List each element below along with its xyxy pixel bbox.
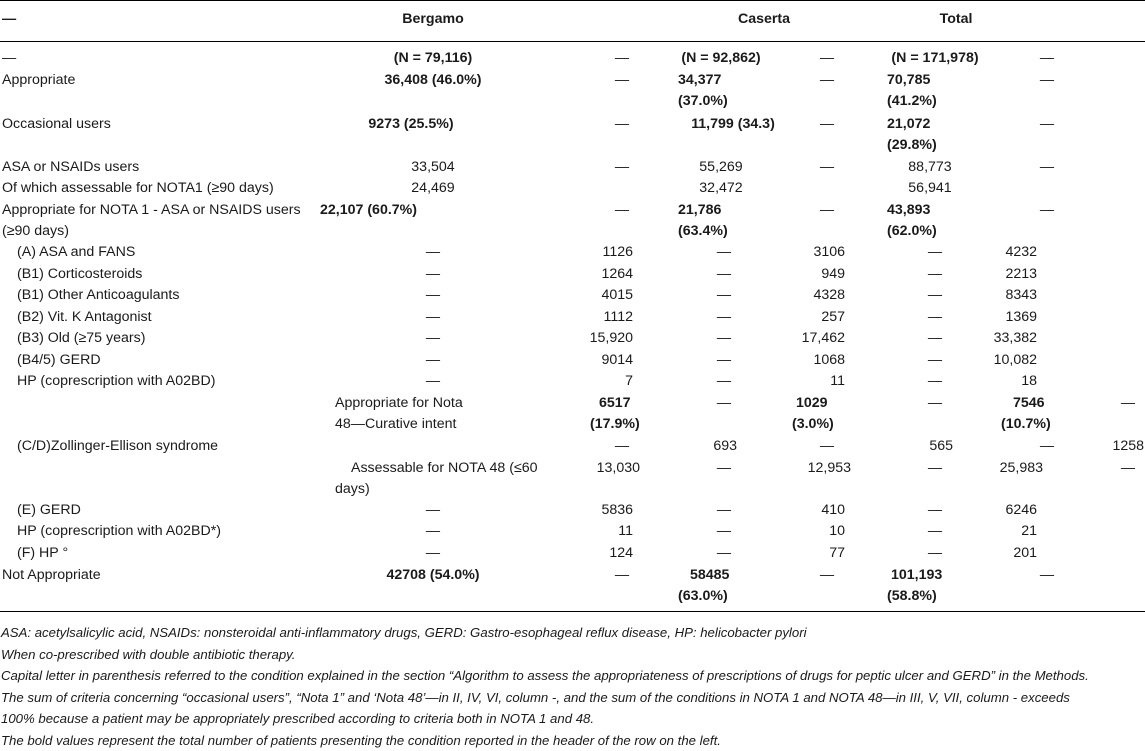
table-cell: 33,382	[994, 328, 1037, 349]
table-cell: 1068	[813, 350, 845, 371]
table-cell: 18	[1021, 371, 1037, 392]
table-cell: 32,472	[699, 178, 742, 199]
table-cell: 48—Curative intent	[335, 414, 456, 435]
table-cell: 43,893	[887, 200, 930, 221]
table-cell: —	[928, 350, 942, 371]
table-cell: —	[1040, 70, 1054, 91]
table-cell: —	[717, 350, 731, 371]
table-cell: (C/D)Zollinger-Ellison syndrome	[17, 436, 218, 457]
table-cell: 11	[830, 371, 845, 392]
table-cell: 101,193	[891, 565, 942, 586]
table-cell: 17,462	[802, 328, 845, 349]
table-cell: 34,377	[678, 70, 721, 91]
table-cell: 6246	[1005, 500, 1037, 521]
table-cell: (29.8%)	[887, 135, 937, 156]
table-cell: —	[820, 157, 834, 178]
column-header: —	[2, 9, 16, 30]
table-cell: 5836	[601, 500, 633, 521]
table-cell: 22,107 (60.7%)	[320, 200, 417, 221]
table-cell: —	[717, 264, 731, 285]
table-cell: ASA or NSAIDs users	[2, 157, 139, 178]
table-cell: —	[820, 70, 834, 91]
table-cell: —	[928, 285, 942, 306]
table-cell: 33,504	[411, 157, 454, 178]
table-cell: 56,941	[908, 178, 951, 199]
table-cell: (E) GERD	[17, 500, 81, 521]
table-cell: —	[1040, 48, 1054, 69]
table-cell: 1126	[602, 242, 633, 263]
table-cell: —	[928, 543, 942, 564]
table-cell: (62.0%)	[887, 221, 937, 242]
table-cell: (B3) Old (≥75 years)	[17, 328, 145, 349]
footnote-abbreviations: ASA: acetylsalicylic acid, NSAIDs: nonsteroidal anti-inflammatory drugs, GERD: Gastro-esophageal reflux disease, HP: helicobacter pylori	[1, 622, 1143, 644]
table-cell: 1264	[601, 264, 633, 285]
table-cell: —	[615, 565, 629, 586]
table-cell: (N = 92,862)	[681, 48, 760, 69]
table-cell: 10	[829, 521, 845, 542]
column-header: Total	[940, 9, 973, 30]
table-cell: 4328	[813, 285, 845, 306]
table-cell: —	[717, 285, 731, 306]
table-cell: —	[820, 114, 834, 135]
table-cell: —	[1040, 436, 1054, 457]
table-cell: —	[928, 521, 942, 542]
table-cell: (N = 79,116)	[394, 48, 472, 69]
table-cell: —	[426, 350, 440, 371]
table-cell: days)	[335, 479, 370, 500]
column-header: Bergamo	[402, 9, 464, 30]
table-cell: —	[928, 371, 942, 392]
table-cell: 24,469	[411, 178, 454, 199]
table-cell: Appropriate for Nota	[335, 393, 463, 414]
table-cell: (17.9%)	[590, 414, 640, 435]
table-cell: 58485	[690, 565, 729, 586]
table-cell: (A) ASA and FANS	[17, 242, 135, 263]
table-cell: 21,786	[678, 200, 721, 221]
table-cell: (63.4%)	[678, 221, 728, 242]
table-cell: 25,983	[1000, 458, 1043, 479]
table-cell: 15,920	[590, 328, 633, 349]
table-cell: 1369	[1005, 307, 1037, 328]
table-cell: —	[820, 436, 834, 457]
table-cell: (F) HP °	[17, 543, 68, 564]
table-cell: 201	[1013, 543, 1037, 564]
table-cell: (41.2%)	[887, 91, 937, 112]
table-cell: 11	[618, 521, 633, 542]
table-cell: (B1) Other Anticoagulants	[17, 285, 179, 306]
table-cell: (≥90 days)	[2, 221, 69, 242]
table-cell: 1029	[796, 393, 828, 414]
table-cell: 949	[821, 264, 845, 285]
table-cell: 70,785	[887, 70, 930, 91]
footnote-sum-criteria: The sum of criteria concerning “occasional users”, “Nota 1” and ‘Nota 48’—in II, IV, VI, column -, and the sum of the conditions in NOTA 1 and NOTA 48—in III, V, VII, column - exceeds	[1, 687, 1143, 709]
table-cell: 36,408 (46.0%)	[384, 70, 481, 91]
table-cell: —	[717, 371, 731, 392]
table-cell: 10,082	[994, 350, 1037, 371]
table-cell: 13,030	[597, 458, 640, 479]
table-cell: —	[717, 393, 731, 414]
table-cell: 88,773	[908, 157, 951, 178]
table-cell: Not Appropriate	[2, 565, 101, 586]
table-cell: —	[615, 48, 629, 69]
table-cell: —	[717, 328, 731, 349]
table-cell: 21	[1021, 521, 1037, 542]
table-cell: 4015	[601, 285, 633, 306]
bottom-rule	[0, 611, 1145, 612]
table-cell: —	[928, 242, 942, 263]
footnote-bold-values: The bold values represent the total number of patients presenting the condition reported in the header of the row on the left.	[1, 730, 1143, 751]
table-cell: (N = 171,978)	[891, 48, 978, 69]
table-cell: —	[928, 393, 942, 414]
table-cell: —	[2, 48, 16, 69]
footnote-capital-letter: Capital letter in parenthesis referred to the condition explained in the section “Algorithm to assess the appropriateness of prescriptions of drugs for peptic ulcer and GERD” in the Methods.	[1, 665, 1143, 687]
table-cell: —	[615, 70, 629, 91]
table-cell: —	[928, 328, 942, 349]
column-header: Caserta	[738, 9, 790, 30]
table-cell: 124	[609, 543, 633, 564]
table-cell: 42708 (54.0%)	[386, 565, 479, 586]
table-cell: —	[426, 500, 440, 521]
table-cell: (B4/5) GERD	[17, 350, 101, 371]
table-cell: 77	[829, 543, 845, 564]
table-cell: —	[426, 307, 440, 328]
table-cell: HP (coprescription with A02BD*)	[17, 521, 221, 542]
table-cell: 11,799 (34.3)	[691, 114, 775, 135]
table-cell: 410	[821, 500, 845, 521]
table-cell: —	[615, 114, 629, 135]
table-cell: HP (coprescription with A02BD)	[17, 371, 215, 392]
table-cell: 693	[713, 436, 737, 457]
table-cell: —	[717, 543, 731, 564]
table-cell: —	[426, 242, 440, 263]
table-cell: —	[1040, 114, 1054, 135]
footnote-sum-criteria-cont: 100% because a patient may be appropriately prescribed according to criteria both in NOTA 1 and 48.	[1, 708, 1143, 730]
table-cell: —	[1040, 157, 1054, 178]
table-cell: —	[426, 285, 440, 306]
table-cell: —	[1121, 458, 1135, 479]
table-cell: 3106	[813, 242, 845, 263]
table-cell: Appropriate for NOTA 1 - ASA or NSAIDS users	[2, 200, 301, 221]
table-cell: —	[717, 307, 731, 328]
table-cell: 1112	[604, 307, 633, 328]
table-cell: (B1) Corticosteroids	[17, 264, 142, 285]
table-cell: —	[426, 521, 440, 542]
table-cell: —	[426, 543, 440, 564]
table-cell: 1258	[1112, 436, 1144, 457]
table-cell: —	[1121, 393, 1135, 414]
table-cell: Occasional users	[2, 114, 111, 135]
header-rule	[0, 41, 1145, 42]
table-cell: Of which assessable for NOTA1 (≥90 days)	[2, 178, 274, 199]
footnote-antibiotic: When co-prescribed with double antibiotic therapy.	[1, 644, 1143, 666]
table-cell: —	[717, 521, 731, 542]
table-cell: 8343	[1005, 285, 1037, 306]
table-cell: 9273 (25.5%)	[368, 114, 453, 135]
table-cell: —	[426, 371, 440, 392]
table-cell: 7546	[1013, 393, 1045, 414]
table-cell: —	[928, 500, 942, 521]
table-cell: —	[717, 500, 731, 521]
table-cell: 2213	[1005, 264, 1037, 285]
table-cell: 9014	[601, 350, 633, 371]
table-cell: (3.0%)	[792, 414, 834, 435]
table-cell: (58.8%)	[887, 586, 937, 607]
table-cell: 6517	[599, 393, 631, 414]
table-cell: —	[615, 200, 629, 221]
table-cell: 257	[821, 307, 845, 328]
table-cell: —	[426, 328, 440, 349]
table-cell: 21,072	[887, 114, 930, 135]
table-footnotes	[1, 622, 1143, 751]
table-cell: 4232	[1005, 242, 1037, 263]
table-cell: —	[928, 264, 942, 285]
table-cell: (B2) Vit. K Antagonist	[17, 307, 152, 328]
table-cell: —	[426, 264, 440, 285]
table-cell: 565	[929, 436, 953, 457]
table-cell: —	[615, 157, 629, 178]
table-cell: (37.0%)	[678, 91, 728, 112]
top-rule	[0, 0, 1145, 1]
table-cell: 7	[625, 371, 633, 392]
table-cell: —	[717, 242, 731, 263]
table-cell: (63.0%)	[678, 586, 728, 607]
table-cell: —	[1040, 200, 1054, 221]
table-cell: —	[1040, 565, 1054, 586]
table-cell: —	[615, 436, 629, 457]
table-cell: —	[928, 307, 942, 328]
table-cell: —	[820, 48, 834, 69]
table-cell: (10.7%)	[1001, 414, 1051, 435]
table-cell: 55,269	[699, 157, 742, 178]
table-cell: —	[717, 458, 731, 479]
table-cell: 12,953	[808, 458, 851, 479]
table-cell: Assessable for NOTA 48 (≤60	[351, 458, 538, 479]
table-cell: —	[820, 200, 834, 221]
table-cell: Appropriate	[2, 70, 75, 91]
table-cell: —	[820, 565, 834, 586]
table-cell: —	[928, 458, 942, 479]
